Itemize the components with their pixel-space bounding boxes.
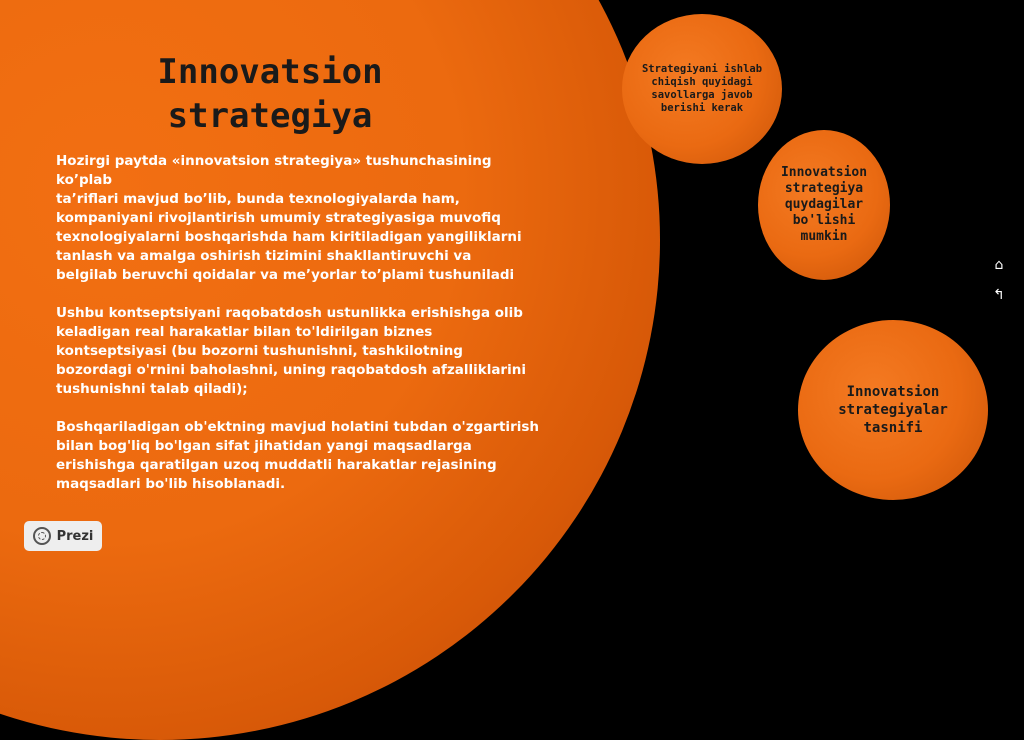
topic-circle-strategy-classification[interactable]	[798, 320, 988, 500]
text-line: Ushbu kontseptsiyani raqobatdosh ustunlikka erishishga olib	[56, 305, 523, 321]
home-icon[interactable]: ⌂	[994, 257, 1004, 273]
text-line: tushunishni talab qiladi);	[56, 381, 248, 397]
text-line: erishishga qaratilgan uzoq muddatli harakatlar rejasining	[56, 457, 497, 473]
text-line: belgilab beruvchi qoidalar va me’yorlar to’plami tushuniladi	[56, 267, 515, 283]
text-line: bozordagi o'rnini baholashni, uning raqobatdosh afzalliklarini	[56, 362, 526, 378]
text-line: ko’plab	[56, 172, 113, 188]
slide-title	[120, 50, 420, 138]
text-line: maqsadlari bo'lib hisoblanadi.	[56, 476, 286, 492]
text-line: Boshqariladigan ob'ektning mavjud holatini tubdan o'zgartirish	[56, 419, 539, 435]
back-icon[interactable]: ↰	[993, 287, 1005, 303]
topic-circle-strategy-questions[interactable]	[622, 14, 782, 164]
text-line: tanlash va amalga oshirish tizimini shakllantiruvchi va	[56, 248, 472, 264]
text-line: texnologiyalarni boshqarishda ham kiritiladigan yangiliklarni	[56, 229, 522, 245]
paragraph-3	[56, 418, 596, 494]
text-line: bilan bog'liq bo'lgan sifat jihatidan yangi maqsadlarga	[56, 438, 472, 454]
slide-body	[56, 152, 596, 513]
text-line: keladigan real harakatlar bilan to'ldirilgan biznes	[56, 324, 433, 340]
topic-label: Innovatsion strategiyalar tasnifi	[838, 384, 948, 436]
slide-title-line-2: strategiya	[167, 96, 373, 136]
paragraph-1	[56, 152, 596, 285]
prezi-logo-icon	[33, 527, 51, 545]
text-line: kontseptsiyasi (bu bozorni tushunishni, tashkilotning	[56, 343, 463, 359]
text-line: kompaniyani rivojlantirish umumiy strategiyasiga muvofiq	[56, 210, 501, 226]
slide-title-line-1: Innovatsion	[157, 52, 383, 92]
text-line: ta’riflari mavjud bo’lib, bunda texnologiyalarda ham,	[56, 191, 460, 207]
prezi-label: Prezi	[56, 528, 94, 544]
prezi-badge[interactable]	[24, 521, 102, 551]
topic-label: Strategiyani ishlab chiqish quyidagi savollarga javob berishi kerak	[641, 63, 763, 114]
topic-label: Innovatsion strategiya quydagilar bo'lishi mumkin	[780, 165, 868, 244]
paragraph-2	[56, 304, 596, 399]
text-line: Hozirgi paytda «innovatsion strategiya» tushunchasining	[56, 153, 492, 169]
topic-circle-strategy-types[interactable]	[758, 130, 890, 280]
